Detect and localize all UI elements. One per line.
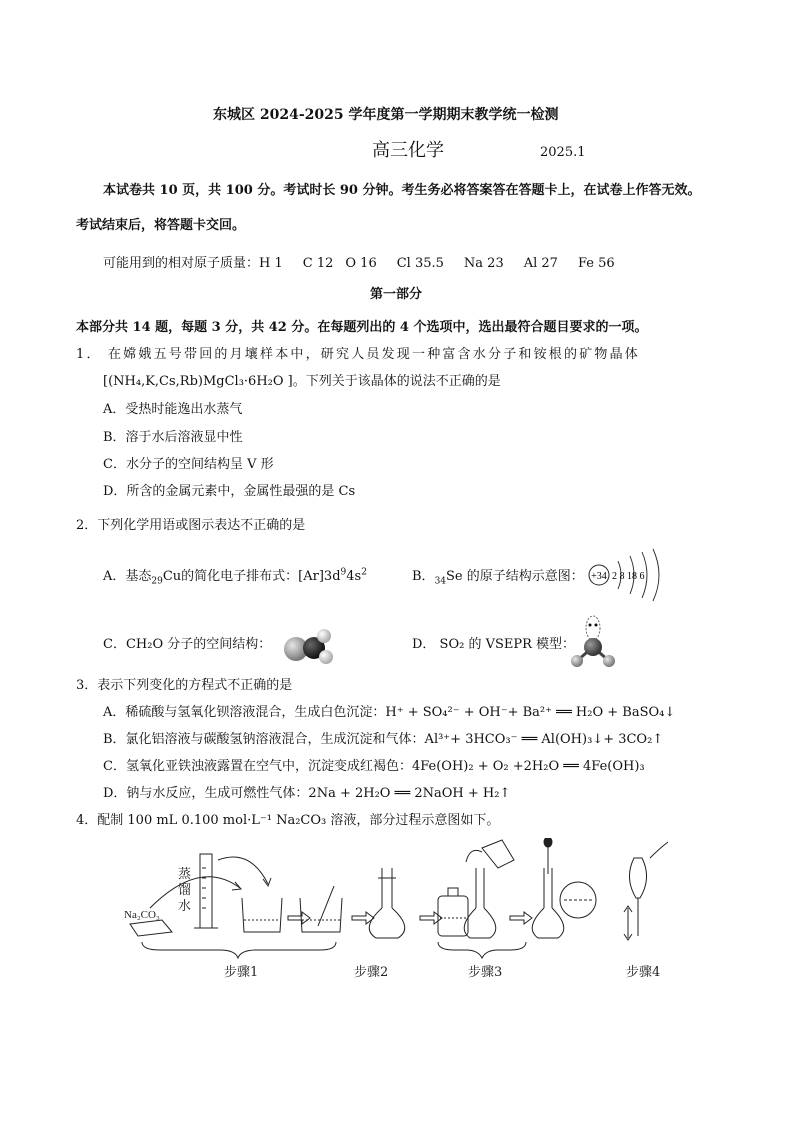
distilled-water-char-2: 馏	[178, 883, 192, 898]
q2-a-text: 的简化电子排布式：[Ar]3d	[181, 569, 341, 584]
q1-formula: [(NH₄,K,Cs,Rb)MgCl₃·6H₂O ]	[103, 374, 293, 389]
step-1-label: 步骤1	[224, 965, 259, 980]
subject-title: 高三化学	[372, 140, 444, 161]
part1-title: 第一部分	[370, 287, 423, 302]
q2-b-text: Se 的原子结构示意图：	[446, 569, 584, 584]
q1-stem-line1: 1． 在嫦娥五号带回的月壤样本中，研究人员发现一种富含水分子和铵根的矿物晶体	[76, 347, 641, 362]
mass-fe: Fe 56	[577, 256, 615, 271]
q2-option-c: C．CH₂O 分子的空间结构：	[103, 637, 272, 652]
q1-option-d: D．所含的金属元素中，金属性最强的是 Cs	[103, 484, 356, 499]
mass-h: H 1	[259, 256, 283, 271]
q3-option-c: C．氢氧化亚铁浊液露置在空气中，沉淀变成红褐色：4Fe(OH)₂ + O₂ +2H₂O ══ 4Fe(OH)₃	[103, 759, 645, 774]
q2-a-elem: Cu	[162, 569, 182, 584]
step-4-label: 步骤4	[626, 965, 661, 980]
solution-preparation-diagram	[120, 838, 680, 988]
q1-option-a: A．受热时能逸出水蒸气	[103, 402, 243, 417]
q1-option-b: B．溶于水后溶液显中性	[103, 430, 243, 445]
q2-b-sub: 34	[434, 576, 447, 587]
q2-a-prefix: A．基态	[103, 569, 152, 584]
atomic-masses	[103, 256, 615, 272]
exam-title: 东城区 2024-2025 学年度第一学期期末教学统一检测	[213, 107, 559, 123]
q3-option-b: B．氯化铝溶液与碳酸氢钠溶液混合，生成沉淀和气体：Al³⁺+ 3HCO₃⁻ ══ Al(OH)₃↓+ 3CO₂↑	[103, 732, 664, 747]
q2-a-sup2: 2	[361, 567, 367, 578]
step-2-label: 步骤2	[354, 965, 389, 980]
mass-c: C 12	[302, 256, 334, 271]
mass-na: Na 23	[463, 256, 504, 271]
instructions-line1: 本试卷共 10 页，共 100 分。考试时长 90 分钟。考生务必将答案答在答题卡上，在试卷上作答无效。	[103, 183, 701, 198]
distilled-water-char-1: 蒸	[178, 867, 192, 882]
q1-stem-text: 。下列关于该晶体的说法不正确的是	[292, 374, 501, 389]
q2-stem: 2．下列化学用语或图示表达不正确的是	[76, 518, 306, 533]
q2-a-text2: 4s	[346, 569, 362, 584]
exam-date: 2025.1	[540, 145, 586, 160]
q1-option-c: C．水分子的空间结构呈 V 形	[103, 457, 274, 472]
q2-option-a	[103, 569, 367, 585]
reagent-label: Na₂CO₃	[124, 909, 160, 921]
mass-cl: Cl 35.5	[396, 256, 444, 271]
q2-a-sup1: 9	[340, 567, 347, 578]
q2-option-d: D． SO₂ 的 VSEPR 模型：	[412, 637, 576, 652]
se-shell-electrons: 2 8 18 6	[612, 571, 645, 582]
se-atom-structure-diagram	[586, 548, 666, 602]
instructions-line2: 考试结束后，将答题卡交回。	[76, 218, 246, 233]
mass-o: O 16	[345, 256, 377, 271]
q3-option-d: D．钠与水反应，生成可燃性气体：2Na + 2H₂O ══ 2NaOH + H₂↑	[103, 786, 511, 801]
step-3-label: 步骤3	[468, 965, 503, 980]
mass-al: Al 27	[523, 256, 558, 271]
distilled-water-char-3: 水	[178, 899, 192, 914]
q1-stem-line2	[103, 374, 501, 390]
so2-vsepr-model	[570, 612, 616, 670]
q3-stem: 3．表示下列变化的方程式不正确的是	[76, 678, 293, 693]
q2-option-b	[412, 569, 584, 585]
atomic-masses-label: 可能用到的相对原子质量：	[103, 256, 260, 271]
q2-b-prefix: B．	[412, 569, 435, 584]
q2-a-sub: 29	[151, 576, 163, 587]
se-nucleus-charge: +34	[591, 571, 607, 582]
part1-intro: 本部分共 14 题，每题 3 分，共 42 分。在每题列出的 4 个选项中，选出最符合题目要求的一项。	[76, 320, 648, 335]
ch2o-molecule-model	[282, 624, 340, 670]
q4-stem: 4．配制 100 mL 0.100 mol·L⁻¹ Na₂CO₃ 溶液，部分过程示意图如下。	[76, 813, 500, 828]
q3-option-a: A．稀硫酸与氢氧化钡溶液混合，生成白色沉淀：H⁺ + SO₄²⁻ + OH⁻+ Ba²⁺ ══ H₂O + BaSO₄↓	[103, 705, 676, 720]
